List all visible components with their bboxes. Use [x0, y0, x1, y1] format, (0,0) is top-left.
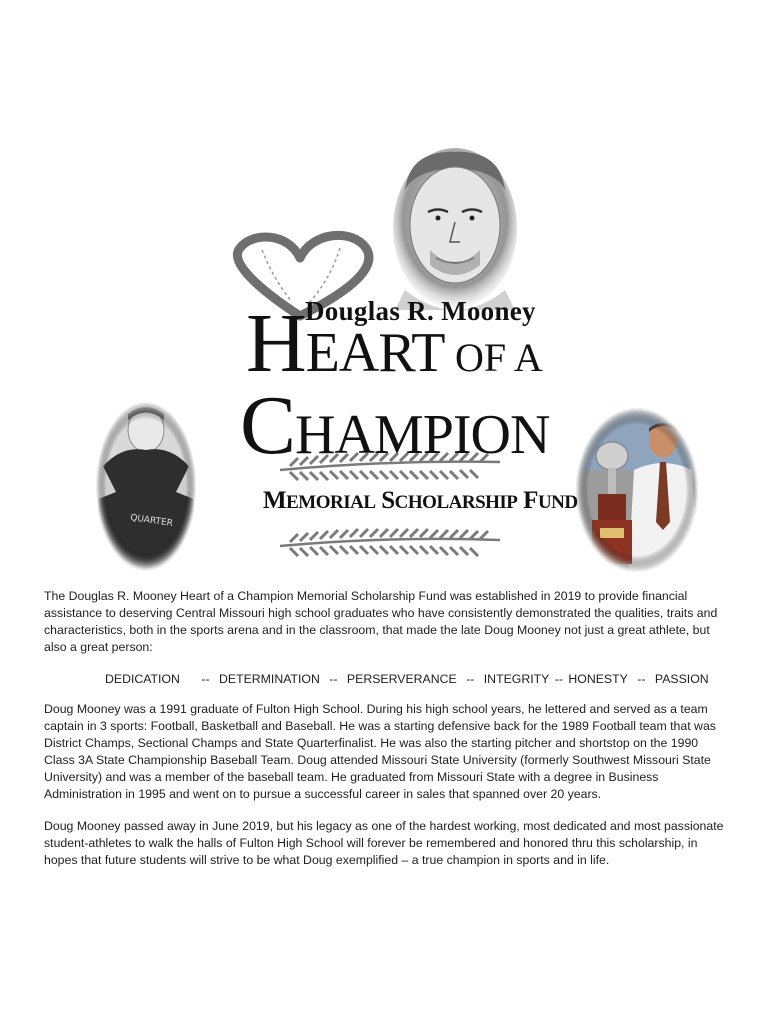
value-passion: PASSION: [654, 672, 709, 686]
title-champion: [240, 379, 550, 477]
fund-s: S: [381, 487, 395, 514]
value-perserverance: PERSERVERANCE: [346, 672, 457, 686]
value-honesty: HONESTY: [568, 672, 628, 686]
intro-paragraph: The Douglas R. Mooney Heart of a Champion Memorial Scholarship Fund was established in 2019 to provide financial assistance to deserving Central Missouri high school graduates who have consistently demonstrated the qualities, traits and characteristics, both in the sports arena and in the classroom, that made the late Doug Mooney not just a great athlete, but also a great person:: [44, 589, 718, 654]
honoree-name: Douglas R. Mooney: [305, 296, 536, 326]
title-heart-rest: EART: [305, 322, 445, 384]
title-champion-rest: HAMPION: [295, 404, 550, 466]
value-separator: --: [201, 672, 210, 686]
value-separator: --: [637, 672, 646, 686]
fund-f: F: [523, 487, 538, 514]
title-heart-initial: H: [246, 297, 306, 390]
values-line: [105, 671, 725, 688]
fund-emorial: EMORIAL: [286, 492, 376, 513]
value-separator: --: [466, 672, 475, 686]
fund-m: M: [263, 487, 287, 514]
fund-cholarship: CHOLARSHIP: [394, 492, 518, 513]
biography-paragraph: Doug Mooney was a 1991 graduate of Fulton High School. During his high school years, he lettered and served as a team captain in 3 sports: Football, Basketball and Baseball. He was a starting defensive back for the 1989 Football team that was District Champs, Sectional Champs and State Quarterfinalist. He was also the starting pitcher and shortstop on the 1990 Class 3A State Championship Baseball Team. Doug attended Missouri State University (formerly Southwest Missouri State University) and was a member of the baseball team. He graduated from Missouri State with a degree in Business Administration in 1995 and went on to pursue a successful career in sales that spanned over 20 years.: [44, 702, 716, 801]
value-separator: --: [554, 672, 563, 686]
portrait-sketch: [393, 148, 517, 310]
value-separator: --: [329, 672, 338, 686]
value-integrity: INTEGRITY: [483, 672, 550, 686]
fund-und: UND: [537, 492, 578, 513]
value-dedication: DEDICATION: [105, 672, 180, 686]
baseball-stitch-laurel-bottom: [280, 529, 500, 556]
title-of-a: OF A: [455, 335, 543, 380]
value-determination: DETERMINATION: [218, 672, 320, 686]
title-memorial-fund: [263, 486, 578, 518]
legacy-paragraph: Doug Mooney passed away in June 2019, but his legacy as one of the hardest working, most dedicated and most passionate student-athletes to walk the halls of Fulton High School will forever be remembered and honored thru this scholarship, in hopes that future students will strive to be what Doug exemplified – a true champion in sports and in life.: [44, 819, 724, 867]
title-champion-initial: C: [240, 379, 296, 472]
